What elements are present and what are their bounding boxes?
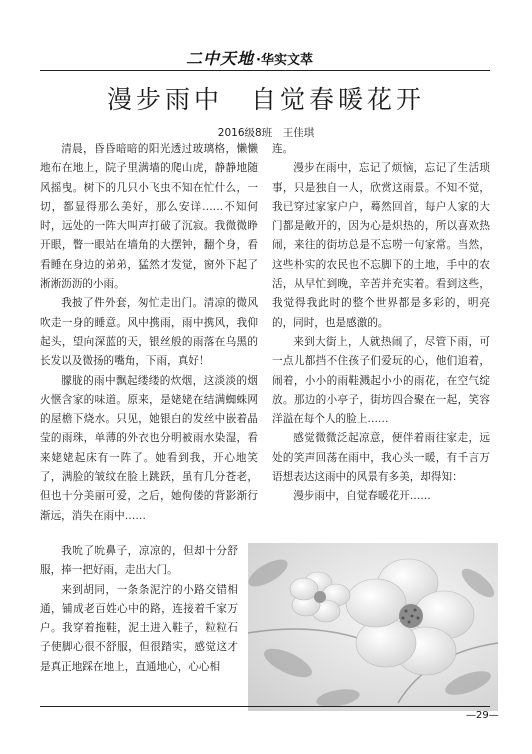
title-part-2: 自觉春暖花开: [251, 85, 426, 114]
flower-illustration: [248, 543, 498, 711]
paragraph: 我吮了吮鼻子，凉凉的，但却十分舒服，捧一把好雨，走出大门。: [40, 545, 238, 577]
paragraph: 我披了件外套，匆忙走出门。清凉的微风吹走一身的睡意。风中携雨，雨中携风，我仰起头，望向深蓝的天，银丝般的雨落在乌黑的长发以及微扬的嘴角，下雨，真好！: [40, 297, 258, 368]
paragraph: 清晨，昏昏暗暗的阳光透过玻璃格，懒懒地布在地上，院子里满墙的爬山虎，静静地随风摇曳。树下的几只小飞虫不知在忙什么，一切，都显得那么美好，那么安详……不知何时，远处的一阵大叫声打破了沉寂。我微微睁开眼，瞥一眼站在墙角的大摆钟，翻个身，看看睡在身边的弟弟，猛然才发觉，窗外下起了淅淅沥沥的小雨。: [40, 143, 258, 291]
paragraph-continuation: 连。: [272, 143, 294, 155]
journal-header: [186, 46, 313, 69]
paragraph: 漫步雨中，自觉春暖花开……: [293, 490, 431, 503]
section-title: ·华实文萃: [256, 53, 313, 68]
paragraph: 漫步在雨中，忘记了烦恼，忘记了生活琐事，只是独自一人，欣赏这雨景。不知不觉，我已穿过家家户户，蓦然回首，每户人家的大门都是敞开的，因为心是炽热的，所以喜欢热闹，来往的街坊总是不忘唠一句家常。当然，这些朴实的农民也不忘脚下的土地，手中的农活，从早忙到晚，辛苦并充实着。看到这些，我觉得我此时的整个世界都是多彩的，明亮的，同时，也是感激的。: [272, 162, 490, 329]
header-rule: [40, 70, 490, 71]
article-byline: 2016级8班 王佳琪: [217, 127, 315, 139]
paragraph: 来到胡同，一条条泥泞的小路交错相通，铺成老百姓心中的路，连接着千家万户。我穿着拖鞋，泥土进入鞋子，粒粒石子使脚心很不舒服，但很踏实，感觉这才是真正地踩在地上，直通地心，心心相: [40, 583, 238, 673]
title-part-1: 漫步雨中: [106, 85, 223, 114]
journal-logo: 二中天地: [186, 49, 255, 68]
paragraph: 感觉微微泛起凉意，便伴着雨往家走，远处的笑声回荡在雨中，我心头一暖，有千言万语想表达这雨中的风景有多美，却得知：: [272, 432, 490, 484]
article-title: [0, 80, 532, 116]
text-column-left: [40, 140, 258, 526]
flower-photo: [248, 543, 498, 711]
footer-rule: [40, 706, 490, 707]
paragraph: 来到大街上，人就热闹了，尽管下雨，可一点儿都挡不住孩子们爱玩的心，他们追着，闹着，小小的雨鞋溅起小小的雨花，在空气绽放。那边的小亭子，街坊四合聚在一起，笑容洋溢在每个人的脸上……: [272, 335, 490, 426]
paragraph: 朦胧的雨中飘起缕缕的炊烟，这淡淡的烟火惬含家的味道。原来，是姥姥在结满蜘蛛网的屋檐下烧水。只见，她银白的发丝中嵌着晶莹的雨珠，单薄的外衣也分明被雨水染湿，看来姥姥起床有一阵了。她看到我，开心地笑了，满脸的皱纹在脸上跳跃，虽有几分苍老，但也十分美丽可爱，之后，她佝偻的背影渐行渐远，消失在雨中……: [40, 374, 258, 522]
text-column-lower: [40, 542, 238, 677]
page-number: —29—: [466, 710, 499, 721]
text-column-right: [272, 140, 490, 507]
